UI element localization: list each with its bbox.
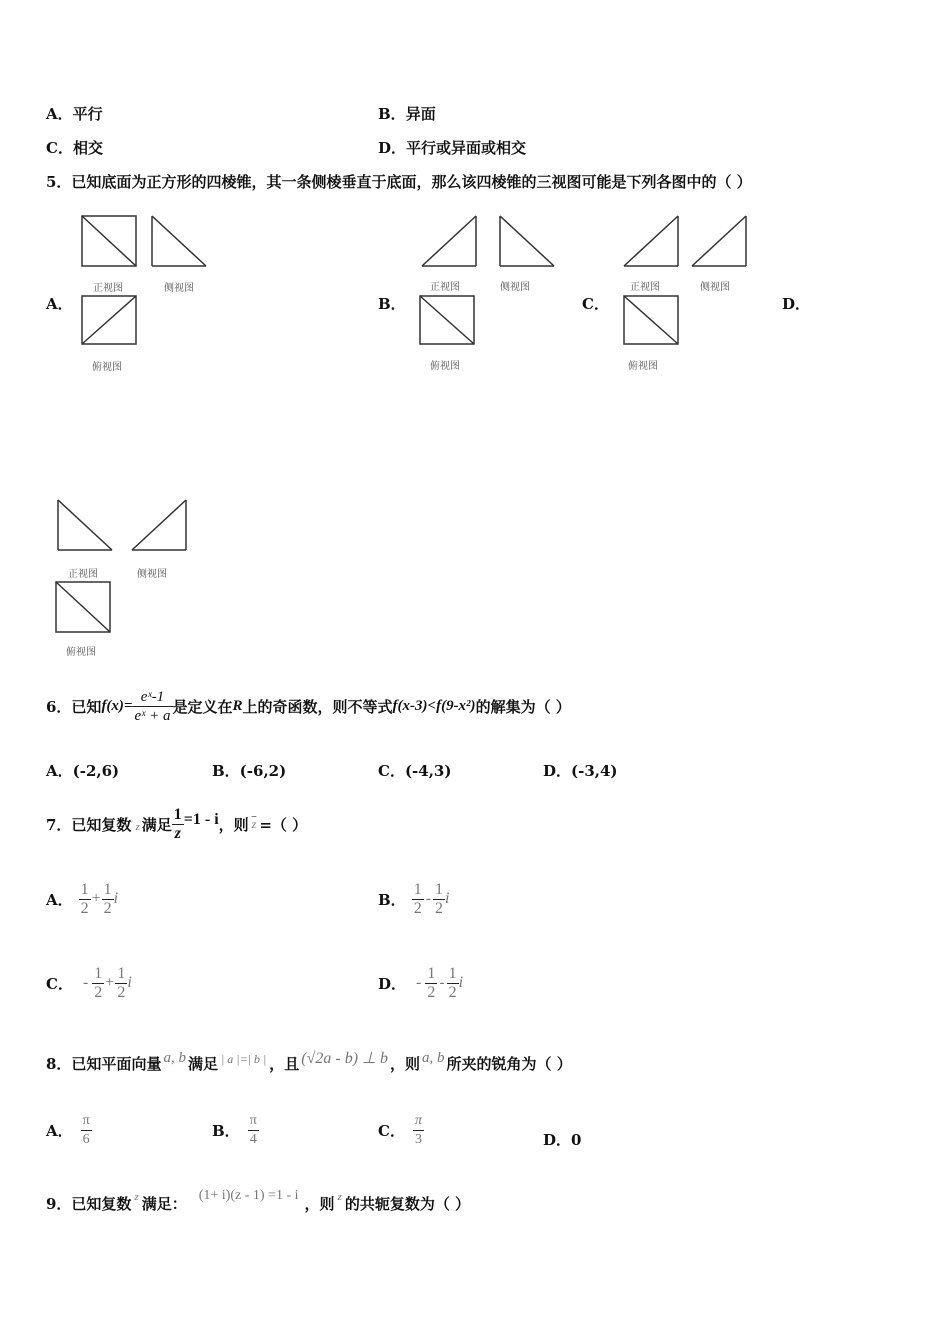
q7-option-a <box>46 875 118 923</box>
q7-d-i: i <box>458 974 464 991</box>
q5c-front-caption: 正视图 <box>630 282 660 293</box>
q9-z: z <box>134 1191 139 1203</box>
q7-c-minus: - <box>82 974 89 991</box>
q5-stem: 5．已知底面为正方形的四棱锥，其一条侧棱垂直于底面，那么该四棱锥的三视图可能是下列各图中的（ ） <box>46 173 752 191</box>
q7-c-plus: + <box>105 974 115 991</box>
q4-option-a: A．平行 <box>46 105 103 123</box>
q7-fraction <box>172 806 184 843</box>
q7-c-frac1: $\frac{1}{2}$ <box>94 964 103 1001</box>
q9-mid: 满足： <box>141 1194 187 1213</box>
q8-stem <box>46 1043 572 1083</box>
q7-eq-den: z <box>174 824 181 842</box>
q8-mid2: ，且 <box>269 1054 300 1073</box>
q6-denominator: eˣ + a <box>134 707 171 724</box>
q7-suffix: =（ ） <box>259 815 308 834</box>
q5d-top-caption: 俯视图 <box>66 647 96 658</box>
q7-prefix: 7．已知复数 <box>46 815 132 834</box>
q8-mid: 满足 <box>187 1054 218 1073</box>
q5b-top-caption: 俯视图 <box>430 361 460 372</box>
q7-b-i: i <box>445 890 450 907</box>
q9-equation: (1+ i)(z - 1) =1 - i <box>198 1188 299 1203</box>
q8-a-label: A． <box>46 1121 73 1140</box>
q8-mid3: ，则 <box>389 1054 420 1073</box>
q6-option-d: D．(-3,4) <box>543 762 618 780</box>
q6-fraction <box>132 688 172 725</box>
q8-a-frac: $\frac{\pi}{6}$ <box>82 1112 90 1147</box>
q6-numerator: eˣ-1 <box>132 688 172 707</box>
q6-prefix: 6．已知 <box>46 697 102 716</box>
q6-option-b: B．(-6,2) <box>212 762 287 780</box>
q4-option-c: C．相交 <box>46 139 103 157</box>
q6-R: R <box>232 697 243 714</box>
q8-option-c <box>378 1106 424 1154</box>
q9-prefix: 9．已知复数 <box>46 1194 132 1213</box>
q7-option-d <box>378 959 463 1007</box>
q8-option-d: D．0 <box>543 1131 582 1149</box>
q7-zbar: $\overline{z}$ <box>251 816 257 831</box>
q7-mid: 满足 <box>141 815 172 834</box>
q6-mid2: 上的奇函数，则不等式 <box>242 697 393 716</box>
q7-b-frac2: $\frac{1}{2}$ <box>435 880 444 917</box>
q8-b-label: B． <box>212 1121 240 1140</box>
q8-b-frac: $\frac{\pi}{4}$ <box>249 1112 257 1147</box>
q6-option-a: A．(-2,6) <box>46 762 120 780</box>
q9-stem <box>46 1183 470 1223</box>
q8-c-frac: $\frac{\pi}{3}$ <box>414 1112 422 1147</box>
q5-label-a: A． <box>46 295 73 313</box>
q7-c-label: C． <box>46 974 73 993</box>
q8-ab: a, b <box>163 1049 186 1066</box>
q7-d-minus: - <box>416 974 422 991</box>
q8-c-label: C． <box>378 1121 405 1140</box>
q5a-side-caption: 侧视图 <box>164 283 194 294</box>
q7-b-label: B． <box>378 890 406 909</box>
q7-b-minus: - <box>425 890 432 907</box>
q7-a-frac1: $\frac{1}{2}$ <box>80 880 89 917</box>
q6-suffix: 的解集为（ ） <box>475 697 571 716</box>
q7-d-minus2: - <box>439 974 445 991</box>
q7-option-b <box>378 875 449 923</box>
q4-option-b: B．异面 <box>378 105 436 123</box>
q5-label-d: D． <box>782 295 811 313</box>
q7-a-plus: + <box>91 890 101 907</box>
q8-suffix: 所夹的锐角为（ ） <box>446 1054 572 1073</box>
q7-z: z <box>135 821 140 833</box>
q7-d-label: D． <box>378 974 407 993</box>
q9-suffix: 的共轭复数为（ ） <box>344 1194 471 1213</box>
q8-perp: (√2a - b) ⊥ b <box>301 1050 388 1067</box>
q5b-front-caption: 正视图 <box>430 282 460 293</box>
q7-option-c <box>46 959 132 1007</box>
q9-mid2: ，则 <box>304 1194 335 1213</box>
q7-eq-num: 1 <box>173 805 182 823</box>
q9-z2: z <box>337 1191 342 1203</box>
q7-c-frac2: $\frac{1}{2}$ <box>117 964 126 1001</box>
q5d-side-caption: 侧视图 <box>137 569 167 580</box>
q6-fx: f(x)= <box>101 697 133 714</box>
q5a-top-caption: 俯视图 <box>92 362 122 373</box>
q6-inequality: f(x-3)<f(9-x²) <box>392 697 476 714</box>
q5c-side-caption: 侧视图 <box>700 282 730 293</box>
q8-cond: | a |=| b | <box>220 1051 267 1066</box>
q6-stem <box>46 676 571 736</box>
q5d-front-caption: 正视图 <box>68 569 98 580</box>
q7-c-i: i <box>127 974 132 991</box>
q5c-top-caption: 俯视图 <box>628 361 658 372</box>
q5a-front-caption: 正视图 <box>93 283 123 294</box>
q7-eq-rhs: =1 - i <box>183 811 219 828</box>
q7-d-frac1: $\frac{1}{2}$ <box>427 964 436 1001</box>
q8-prefix: 8．已知平面向量 <box>46 1054 162 1073</box>
q5-label-b: B． <box>378 295 406 313</box>
q7-a-i: i <box>113 890 119 907</box>
q5-label-c: C． <box>582 295 609 313</box>
q7-mid2: ，则 <box>218 815 249 834</box>
q8-option-a <box>46 1106 92 1154</box>
q7-a-frac2: $\frac{1}{2}$ <box>103 880 112 917</box>
q8-option-b <box>212 1106 259 1154</box>
q7-b-frac1: $\frac{1}{2}$ <box>413 880 422 917</box>
q7-a-label: A． <box>46 890 73 909</box>
q8-ab2: a, b <box>422 1049 445 1066</box>
q4-option-d: D．平行或异面或相交 <box>378 139 527 157</box>
q6-mid: 是定义在 <box>172 697 233 716</box>
q6-option-c: C．(-4,3) <box>378 762 452 780</box>
q7-d-frac2: $\frac{1}{2}$ <box>448 964 457 1001</box>
q5b-side-caption: 侧视图 <box>500 282 530 293</box>
q7-stem <box>46 793 307 855</box>
